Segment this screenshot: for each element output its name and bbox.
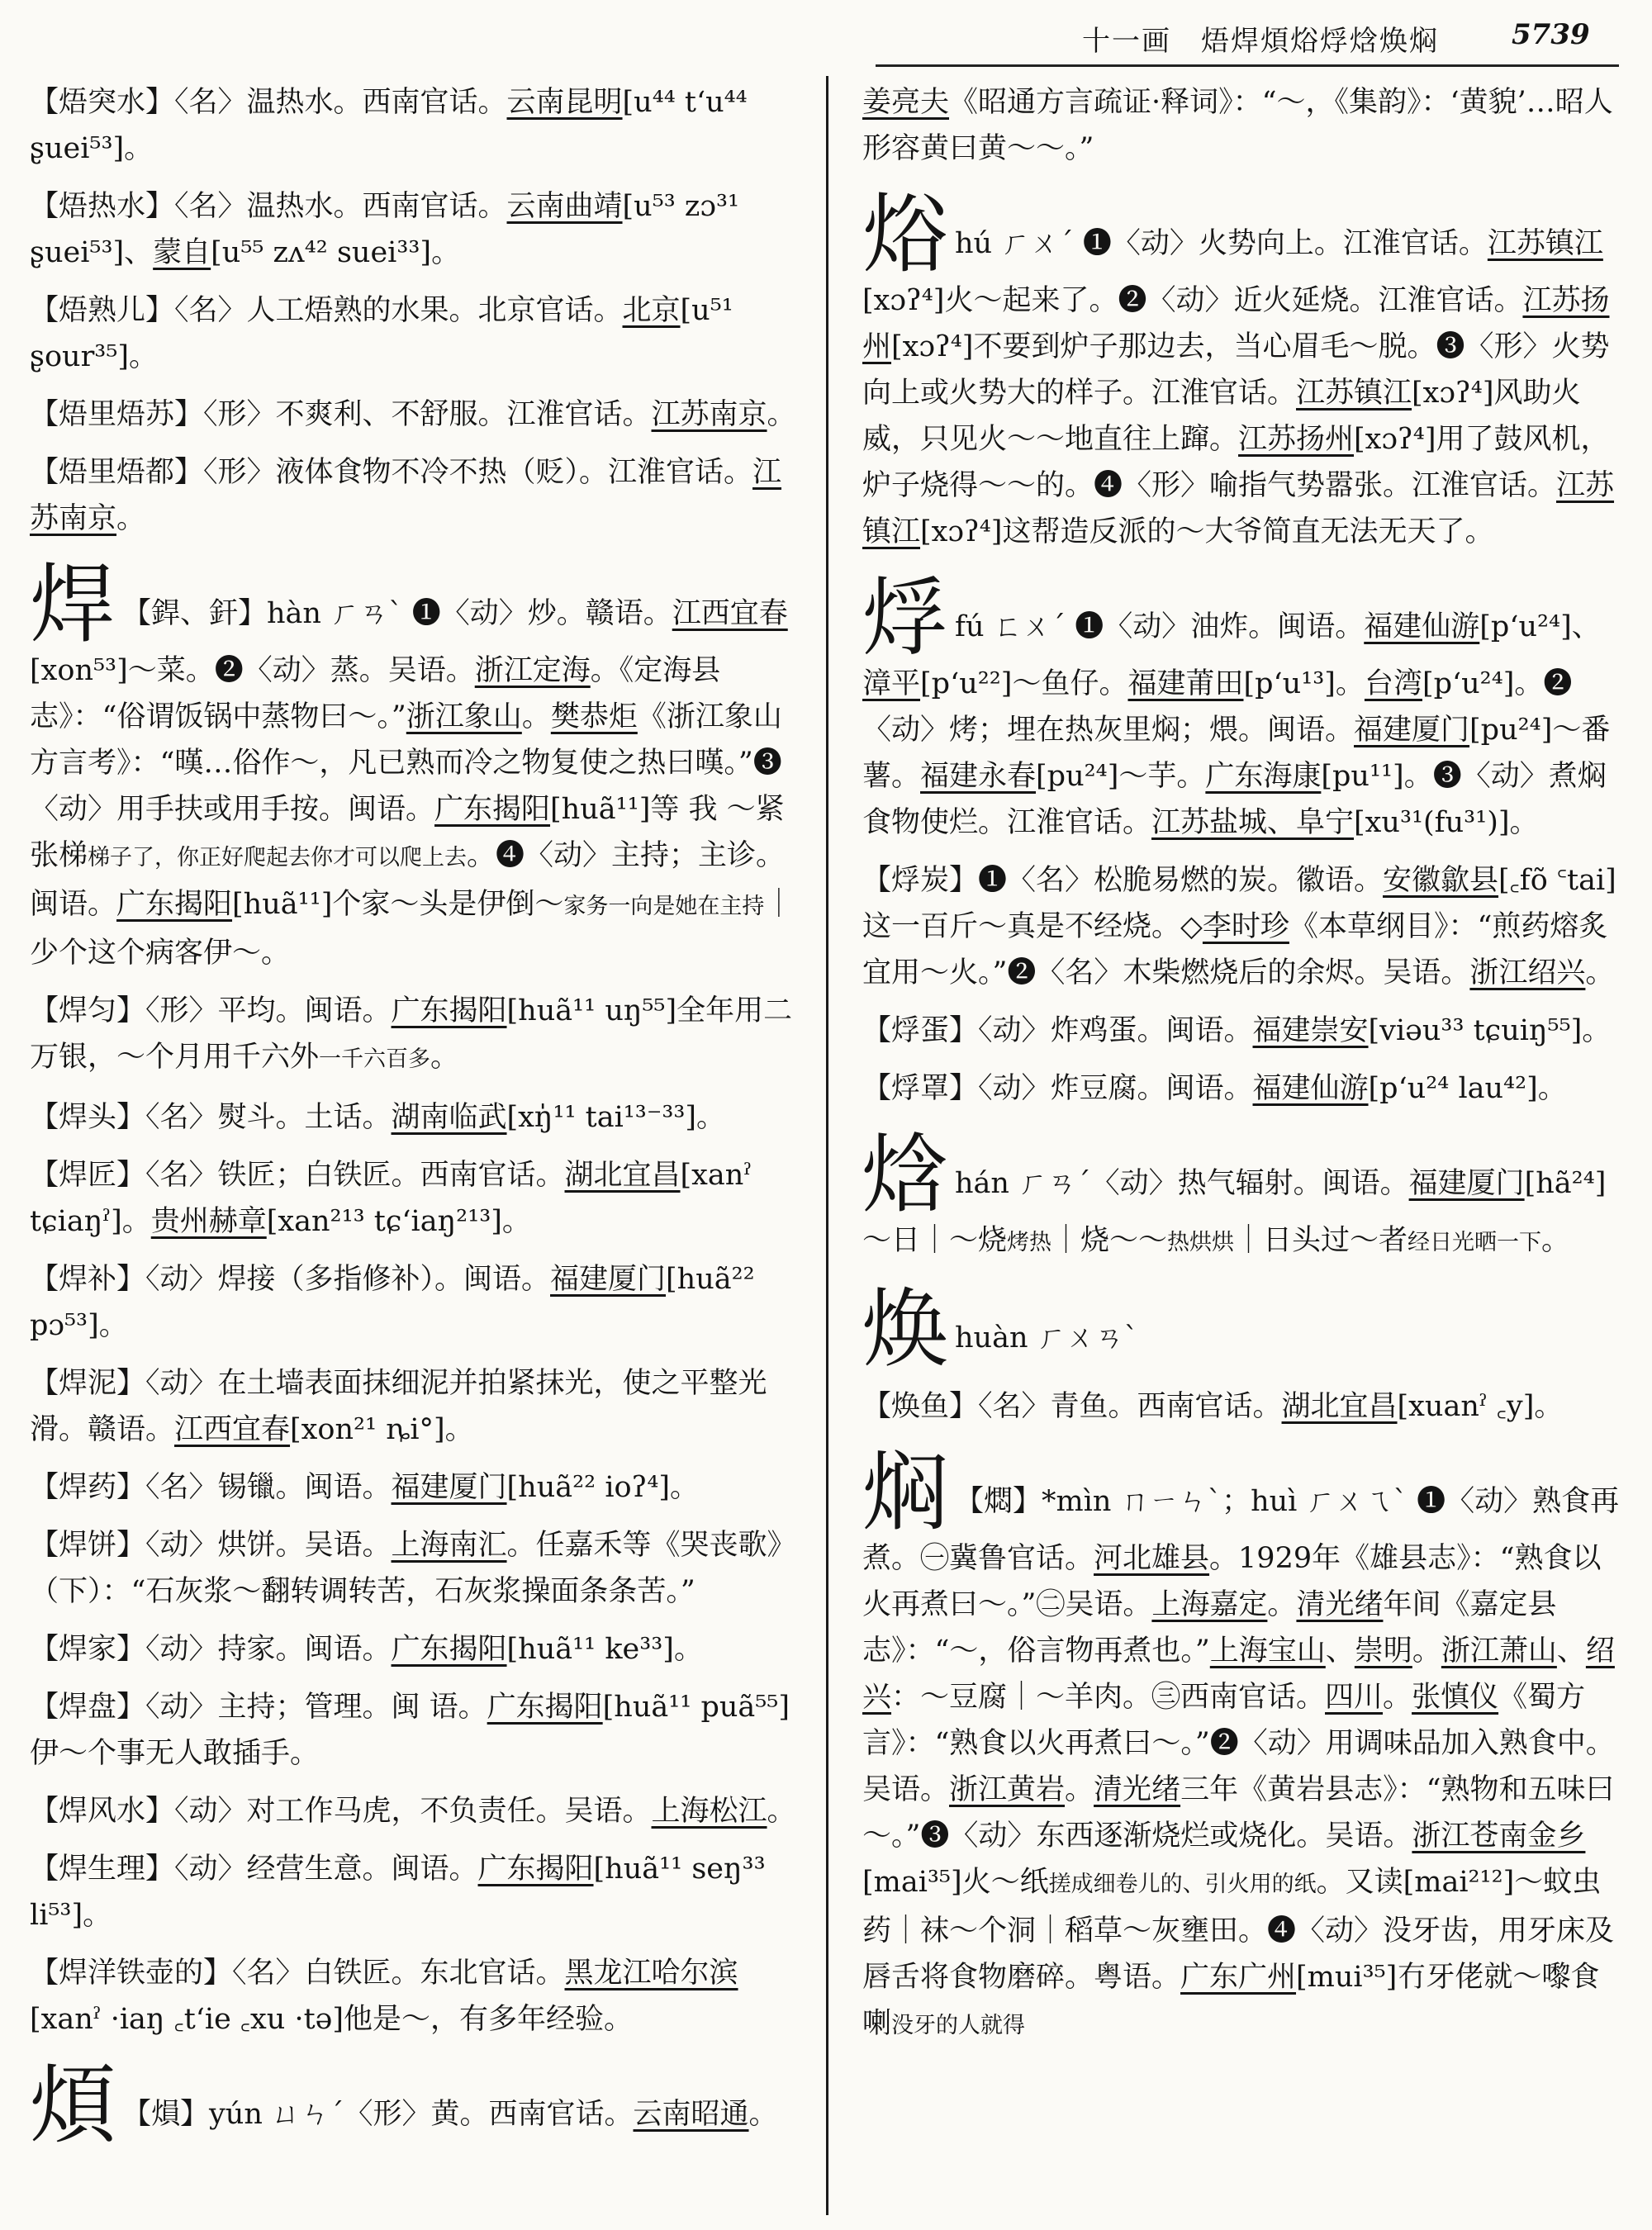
- entry-text: [pʻu²²]～鱼仔。: [920, 667, 1128, 700]
- place-name: 江苏南京: [30, 456, 782, 535]
- place-name: 广东揭阳: [477, 1853, 594, 1886]
- place-name: 绍兴: [862, 1635, 1615, 1714]
- entry-text: [huã²² pɔ⁵³]。: [30, 1263, 755, 1342]
- entry-text: [hã²⁴]～日｜～烧: [862, 1167, 1607, 1257]
- place-name: 福建厦门: [1354, 714, 1470, 747]
- place-name: 广东揭阳: [391, 994, 507, 1027]
- entry-text: [xɔʔ⁴]用了鼓风机，炉子烧得～～的。❹〈形〉喻指气势嚣张。江淮官话。: [862, 423, 1610, 502]
- place-name: 云南曲靖: [506, 190, 623, 223]
- place-name: 江苏扬州: [1238, 423, 1355, 456]
- entry-text: [xan²¹³ tɕʻiaŋ²¹³]。: [266, 1205, 531, 1238]
- entry-text: [u⁴⁴ tʻu⁴⁴ ʂuei⁵³]。: [30, 86, 748, 165]
- place-name: 广东揭阳: [487, 1691, 603, 1724]
- headword-entry: [862, 1442, 1624, 2049]
- place-name: 湖北宜昌: [564, 1159, 681, 1192]
- entry-text: 【焊风水】〈动〉对工作马虎，不负责任。吴语。: [30, 1795, 652, 1828]
- entry-text: [xuanˀ ꜀y]。: [1397, 1390, 1564, 1423]
- place-name: 广东揭阳: [391, 1633, 507, 1666]
- page-number: 5739: [1512, 18, 1590, 51]
- right-column: [862, 79, 1624, 2061]
- place-name: 四川: [1325, 1681, 1384, 1714]
- entry-text: 。❹〈动〉主持；主诊。闽语。: [30, 839, 786, 921]
- entry-text: 。: [430, 1041, 460, 1074]
- place-name: 上海松江: [651, 1795, 767, 1828]
- headword-entry: [862, 184, 1624, 555]
- place-name: 福建厦门: [1408, 1167, 1525, 1200]
- place-name: 广东揭阳: [434, 793, 551, 826]
- entry-text: 【焊泥】〈动〉在土墙表面抹细泥并拍紧抹光，使之平整光滑。赣语。: [30, 1367, 767, 1446]
- entry-text: 【焕鱼】〈名〉青鱼。西南官话。: [862, 1390, 1282, 1423]
- entry-text: 。: [1541, 1224, 1571, 1257]
- headword-entry: [30, 2055, 798, 2156]
- entry-text: 。又读[mai²¹²]～蚊虫药｜袜～个洞｜稻草～灰壅田。❹〈动〉没牙齿，用牙床及唇舌将食物磨碎。粤语。: [862, 1866, 1615, 1994]
- gloss-note: 梯子了，你正好爬起去你才可以爬上去: [88, 845, 468, 871]
- entry-text: [mui³⁵]冇牙佬就～嚟食喇: [862, 1961, 1600, 2040]
- entry-text: hán ㄏㄢˊ〈动〉热气辐射。闽语。: [955, 1167, 1409, 1200]
- place-name: 福建仙游: [1252, 1072, 1369, 1105]
- headword-character: 煩: [30, 2055, 116, 2156]
- entry-text: [viəu³³ tɕuiŋ⁵⁵]。: [1368, 1014, 1612, 1047]
- entry-text: [huã¹¹]个家～头是伊倒～: [232, 888, 564, 921]
- headword-character: 焕: [862, 1279, 949, 1379]
- header-rule: [876, 64, 1619, 67]
- place-name: 上海宝山: [1209, 1635, 1326, 1668]
- entry-text: [huã¹¹ uŋ⁵⁵]全年用二万银，～个月用千六外: [30, 994, 793, 1074]
- headword-character: 焓: [862, 1124, 949, 1225]
- entry-text: 【焊匀】〈形〉平均。闽语。: [30, 994, 392, 1027]
- entry-text: [pu²⁴]～番薯。: [862, 714, 1611, 793]
- entry-text: 【焐热水】〈名〉温热水。西南官话。: [30, 190, 507, 223]
- headword-entry: [862, 567, 1624, 846]
- dictionary-entry: [862, 857, 1624, 996]
- entry-text: 【焐熟儿】〈名〉人工焐熟的水果。北京官话。: [30, 294, 623, 327]
- place-name: 黑龙江哈尔滨: [564, 1957, 738, 1990]
- place-name: 江西宜春: [672, 597, 788, 630]
- place-name: 福建厦门: [391, 1471, 507, 1504]
- entry-text: ｜烧～～: [1051, 1224, 1168, 1257]
- place-name: 湖南临武: [391, 1101, 507, 1134]
- dictionary-entry: [30, 79, 798, 172]
- gloss-note: 热烘烘: [1167, 1230, 1235, 1255]
- place-name: 江苏南京: [651, 398, 767, 431]
- entry-text: 【焊补】〈动〉焊接（多指修补）。闽语。: [30, 1263, 551, 1296]
- entry-text: 。: [1585, 956, 1615, 989]
- headword-entry: [30, 554, 798, 976]
- place-name: 浙江黄岩: [949, 1773, 1066, 1806]
- entry-text: [pʻu²⁴ lau⁴²]。: [1368, 1072, 1567, 1105]
- headword-character: 焖: [862, 1442, 949, 1543]
- entry-text: 【焊洋铁壶的】〈名〉白铁匠。东北官话。: [30, 1957, 565, 1990]
- entry-text: hú ㄏㄨˊ ❶〈动〉火势向上。江淮官话。: [955, 227, 1488, 260]
- place-name: 江苏盐城、阜宁: [1151, 806, 1355, 839]
- entry-text: [꜀fõ ꜂tai]这一百斤～真是不经烧。◇: [862, 864, 1616, 943]
- dictionary-entry: [30, 1152, 798, 1245]
- place-name: 福建崇安: [1252, 1014, 1369, 1047]
- gloss-note: 家务一向是她在主持: [563, 894, 765, 919]
- entry-text: 【焊药】〈名〉锡镴。闽语。: [30, 1471, 392, 1504]
- entry-text: [pʻu¹³]。: [1243, 667, 1365, 700]
- place-name: 姜亮夫: [862, 86, 950, 119]
- place-name: 湖北宜昌: [1281, 1390, 1398, 1423]
- dictionary-entry: [30, 1950, 798, 2043]
- place-name: 江苏镇江: [1296, 377, 1412, 410]
- entry-text: 年间《嘉定县志》：“～，俗言物再煮也。”: [862, 1588, 1557, 1668]
- entry-text: 【焊头】〈名〉熨斗。土话。: [30, 1101, 392, 1134]
- entry-text: ｜少个这个病客伊～。: [30, 888, 794, 970]
- dictionary-entry: [862, 1065, 1624, 1112]
- dictionary-entry: [30, 1360, 798, 1453]
- place-name: 崇明: [1354, 1635, 1412, 1668]
- gloss-note: 搓成细卷儿的、引火用的纸: [1048, 1872, 1317, 1897]
- entry-text: 、: [1325, 1635, 1355, 1668]
- headword-character: 焊: [30, 554, 116, 655]
- dictionary-entry: [30, 1626, 798, 1672]
- place-name: 江西宜春: [174, 1413, 291, 1446]
- dictionary-entry: [862, 1008, 1624, 1054]
- page-header: [0, 0, 1652, 76]
- entry-text: [huã¹¹]等 我 ～紧张梯: [30, 793, 785, 872]
- place-name: 台湾: [1364, 667, 1422, 700]
- entry-text: 。: [748, 2098, 778, 2131]
- place-name: 安徽歙县: [1383, 864, 1499, 897]
- entry-text: 【焐里焐苏】〈形〉不爽利、不舒服。江淮官话。: [30, 398, 652, 431]
- place-name: 云南昭通: [633, 2098, 749, 2131]
- dictionary-entry: [30, 449, 798, 542]
- place-name: 福建莆田: [1127, 667, 1244, 700]
- left-column: [30, 79, 798, 2160]
- dictionary-entry: [30, 988, 798, 1083]
- entry-text: [xon²¹ ȵi°]。: [290, 1413, 474, 1446]
- place-name: 浙江定海: [474, 654, 591, 687]
- place-name: 清光绪: [1094, 1773, 1181, 1806]
- entry-text: 《昭通方言疏证·释词》：“～，《集韵》：‘黄貌’…昭人形容黄曰黄～～。”: [862, 86, 1613, 165]
- place-name: 李时珍: [1202, 910, 1289, 943]
- entry-text: [u⁵¹ ʂour³⁵]。: [30, 294, 733, 373]
- entry-text: huàn ㄏㄨㄢˋ: [955, 1321, 1139, 1355]
- entry-text: ：～豆腐｜～羊肉。㊂西南官话。: [891, 1681, 1326, 1714]
- entry-text: [xŋ̍¹¹ tai¹³⁻³³]。: [506, 1101, 726, 1134]
- entry-text: [huã¹¹ seŋ³³ li⁵³]。: [30, 1853, 766, 1932]
- place-name: 蒙自: [153, 236, 211, 269]
- entry-text: [xɔʔ⁴]风助火威，只见火～～地直往上蹿。: [862, 377, 1581, 456]
- entry-text: 。: [116, 502, 146, 535]
- headword-entry: [862, 1279, 1624, 1379]
- gloss-note: 没牙的人就得: [891, 2013, 1026, 2038]
- entry-text: 【焐里焐都】〈形〉液体食物不冷不热（贬）。江淮官话。: [30, 456, 753, 489]
- entry-text: [pu¹¹]。❸〈动〉煮焖食物使烂。江淮官话。: [862, 760, 1607, 839]
- entry-text: 三年《黄岩县志》：“熟物和五味曰～。”❸〈动〉东西逐渐烧烂或烧化。吴语。: [862, 1773, 1615, 1853]
- entry-text: 。: [1267, 1588, 1297, 1621]
- dictionary-entry: [30, 1464, 798, 1511]
- place-name: 浙江象山: [406, 700, 522, 733]
- entry-text: 《本草纲目》：“煎药熔炙宜用～火。”❷〈名〉木柴燃烧后的余烬。吴语。: [862, 910, 1608, 989]
- entry-text: ｜日头过～者: [1234, 1224, 1408, 1257]
- place-name: 清光绪: [1296, 1588, 1384, 1621]
- entry-text: [pʻu²⁴]、: [1479, 610, 1601, 643]
- headword-character: 焀: [862, 184, 949, 285]
- place-name: 福建仙游: [1364, 610, 1480, 643]
- headword-character: 烰: [862, 567, 949, 668]
- place-name: 浙江绍兴: [1469, 956, 1586, 989]
- entry-text: 【烰罩】〈动〉炸豆腐。闽语。: [862, 1072, 1253, 1105]
- place-name: 上海南汇: [391, 1529, 507, 1562]
- entry-text: 。《定海县志》：“俗谓饭锅中蒸物曰～。”: [30, 654, 721, 733]
- entry-text: 【焊家】〈动〉持家。闽语。: [30, 1633, 392, 1666]
- entry-text: [xɔʔ⁴]这帮造反派的～大爷简直无法无天了。: [920, 515, 1494, 548]
- place-name: 河北雄县: [1094, 1542, 1210, 1575]
- entry-text: [u⁵³ zɔ³¹ ʂuei⁵³]、: [30, 190, 740, 269]
- entry-text: 。: [1383, 1681, 1412, 1714]
- entry-text: 。: [767, 1795, 796, 1828]
- entry-text: 【燜】*mìn ㄇㄧㄣˋ；huì ㄏㄨㄟˋ ❶〈动〉熟食再煮。㊀冀鲁官话。: [862, 1485, 1620, 1575]
- column-divider: [826, 76, 828, 2215]
- dictionary-entry: [30, 1684, 798, 1777]
- dictionary-entry: [862, 1383, 1624, 1430]
- entry-text: 《浙江象山方言考》：“暵…俗作～，凡已熟而冷之物复使之热曰暵。”❸〈动〉用手扶或用手按。闽语。: [30, 700, 782, 826]
- entry-text: 【烰蛋】〈动〉炸鸡蛋。闽语。: [862, 1014, 1253, 1047]
- place-name: 漳平: [862, 667, 921, 700]
- entry-text: 。1929年《雄县志》：“熟食以火再煮曰～。”㊁吴语。: [862, 1542, 1602, 1621]
- dictionary-entry: [30, 287, 798, 380]
- gloss-note: 一千六百多: [319, 1046, 431, 1072]
- entry-text: 【焊盘】〈动〉主持；管理。闽 语。: [30, 1691, 487, 1724]
- entry-text: 、: [1556, 1635, 1586, 1668]
- entry-text: [xon⁵³]～菜。❷〈动〉蒸。吴语。: [30, 654, 475, 687]
- dictionary-entry: [30, 391, 798, 438]
- entry-text: 。: [767, 398, 796, 431]
- entry-text: [xanˀ ·iaŋ ꜀tʻie ꜀xu ·tə]他是～，有多年经验。: [30, 2003, 633, 2036]
- entry-text: [xanˀ tɕiaŋˀ]。: [30, 1159, 752, 1238]
- entry-text: 。任嘉禾等《哭丧歌》（下）：“石灰浆～翻转调转苦，石灰浆操面条条苦。”: [30, 1529, 796, 1608]
- entry-text: [xɔʔ⁴]不要到炉子那边去，当心眉毛～脱。❸〈形〉火势向上或火势大的样子。江淮官话。: [862, 330, 1610, 410]
- entry-text: 。: [521, 700, 551, 733]
- place-name: 张慎仪: [1412, 1681, 1499, 1714]
- entry-text: [huã¹¹ ke³³]。: [506, 1633, 703, 1666]
- dictionary-entry: [30, 1256, 798, 1349]
- entry-text: 【焊匠】〈名〉铁匠；白铁匠。西南官话。: [30, 1159, 565, 1192]
- entry-text: 【熉】yún ㄩㄣˊ〈形〉黄。西南官话。: [122, 2098, 634, 2131]
- place-name: 浙江苍南金乡: [1412, 1820, 1586, 1853]
- entry-text: [mai³⁵]火～纸: [862, 1866, 1049, 1899]
- entry-text: [xɔʔ⁴]火～起来了。❷〈动〉近火延烧。江淮官话。: [862, 284, 1523, 317]
- entry-text: 【焐突水】〈名〉温热水。西南官话。: [30, 86, 507, 119]
- entry-text: [pʻu²⁴]。❷〈动〉烤；埋在热灰里焖；煨。闽语。: [862, 667, 1573, 747]
- gloss-note: 经日光晒一下: [1408, 1230, 1542, 1255]
- entry-text: [huã²² ioʔ⁴]。: [506, 1471, 700, 1504]
- place-name: 北京: [622, 294, 681, 327]
- gloss-note: 烤热: [1007, 1230, 1052, 1255]
- header-title: 十一画 焐焊煩焀烰焓焕焖: [1082, 25, 1439, 58]
- entry-text: [xu³¹(fu³¹)]。: [1354, 806, 1539, 839]
- entry-text: 。: [1065, 1773, 1094, 1806]
- entry-text: [u⁵⁵ zʌ⁴² suei³³]。: [211, 236, 461, 269]
- place-name: 广东广州: [1180, 1961, 1297, 1994]
- place-name: 上海嘉定: [1151, 1588, 1268, 1621]
- entry-text: [pu²⁴]～芋。: [1036, 760, 1206, 793]
- dictionary-entry: [30, 1788, 798, 1834]
- place-name: 广东海康: [1205, 760, 1322, 793]
- place-name: 贵州赫章: [150, 1205, 267, 1238]
- place-name: 广东揭阳: [116, 888, 233, 921]
- dictionary-entry: [862, 79, 1624, 172]
- entry-text: 【烰炭】❶〈名〉松脆易燃的炭。徽语。: [862, 864, 1384, 897]
- place-name: 江苏镇江: [862, 469, 1615, 548]
- headword-entry: [862, 1124, 1624, 1266]
- entry-text: 《蜀方言》：“熟食以火再煮曰～。”❷〈动〉用调味品加入熟食中。吴语。: [862, 1681, 1615, 1806]
- dictionary-entry: [30, 183, 798, 276]
- place-name: 浙江萧山: [1441, 1635, 1557, 1668]
- place-name: 福建厦门: [550, 1263, 667, 1296]
- place-name: 江苏扬州: [862, 284, 1610, 363]
- dictionary-entry: [30, 1522, 798, 1615]
- entry-text: 【焊生理】〈动〉经营生意。闽语。: [30, 1853, 478, 1886]
- place-name: 云南昆明: [506, 86, 623, 119]
- place-name: 福建永春: [920, 760, 1037, 793]
- place-name: 江苏镇江: [1487, 227, 1603, 260]
- dictionary-entry: [30, 1094, 798, 1141]
- place-name: 樊恭炬: [550, 700, 638, 733]
- entry-text: 【銲、釬】hàn ㄏㄢˋ ❶〈动〉炒。赣语。: [122, 597, 672, 630]
- entry-text: [huã¹¹ puã⁵⁵]伊～个事无人敢插手。: [30, 1691, 790, 1770]
- dictionary-entry: [30, 1846, 798, 1938]
- entry-text: 。: [1412, 1635, 1441, 1668]
- entry-text: fú ㄈㄨˊ ❶〈动〉油炸。闽语。: [955, 610, 1365, 643]
- entry-text: 【焊饼】〈动〉烘饼。吴语。: [30, 1529, 392, 1562]
